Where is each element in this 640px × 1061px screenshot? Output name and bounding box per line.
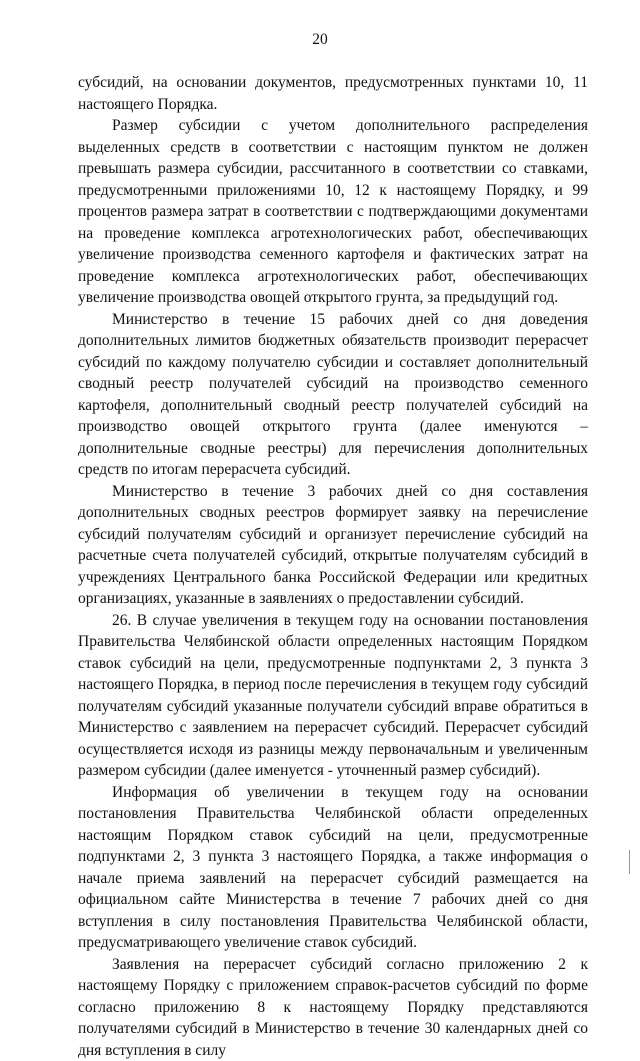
paragraph-subsidy-size: Размер субсидии с учетом дополнительного распределения выделенных средств в соответствии с настоящим пунктом не должен превышать размера субсидии, рассчитанного в соответствии со ставками, предусмотренными приложениями 10, 12 к настоящему Порядку, и 99 процентов размера затрат в соответствии с подтверждающими документами на проведение комплекса агротехнологических работ, обеспечивающих увеличение производства семенного картофеля и фактических затрат на проведение комплекса агротехнологических работ, обеспечивающих увеличение производства овощей открытого грунта, за предыдущий год.: [78, 115, 588, 309]
paragraph-continuation: субсидий, на основании документов, предусмотренных пунктами 10, 11 настоящего Порядка.: [78, 72, 588, 115]
paragraph-information: Информация об увеличении в текущем году на основании постановления Правительства Челябинской области определенных настоящим Порядком ставок субсидий на цели, предусмотренные подпунктами 2, 3 пункта 3 настоящего Порядка, а также информация о начале приема заявлений на перерасчет субсидий размещается на официальном сайте Министерства в течение 7 рабочих дней со дня вступления в силу постановления Правительства Челябинской области, предусматривающего увеличение ставок субсидий.: [78, 782, 588, 954]
paragraph-ministry-transfer: Министерство в течение 3 рабочих дней со дня составления дополнительных сводных реестров формирует заявку на перечисление субсидий получателям субсидий и организует перечисление субсидий на расчетные счета получателей субсидий, открытые получателям субсидий в учреждениях Центрального банка Российской Федерации или кредитных организациях, указанные в заявлениях о предоставлении субсидий.: [78, 481, 588, 610]
paragraph-clause-26: 26. В случае увеличения в текущем году на основании постановления Правительства Челябинской области определенных настоящим Порядком ставок субсидий на цели, предусмотренные подпунктами 2, 3 пункта 3 настоящего Порядка, в период после перечисления в текущем году субсидий получателям субсидий указанные получатели субсидий вправе обратиться в Министерство с заявлением на перерасчет субсидий. Перерасчет субсидий осуществляется исходя из разницы между первоначальным и увеличенным размером субсидии (далее именуется - уточненный размер субсидий).: [78, 610, 588, 782]
paragraph-applications: Заявления на перерасчет субсидий согласно приложению 2 к настоящему Порядку с приложением справок-расчетов субсидий по форме согласно приложению 8 к настоящему Порядку представляются получателями субсидий в Министерство в течение 30 календарных дней со дня вступления в силу: [78, 954, 588, 1061]
paragraph-ministry-recalculation: Министерство в течение 15 рабочих дней со дня доведения дополнительных лимитов бюджетных обязательств производит перерасчет субсидий по каждому получателю субсидии и составляет дополнительный сводный реестр получателей субсидий на производство семенного картофеля, дополнительный сводный реестр получателей субсидий на производство овощей открытого грунта (далее именуются – дополнительные сводные реестры) для перечисления дополнительных средств по итогам перерасчета субсидий.: [78, 309, 588, 481]
document-body: [78, 72, 588, 1061]
scan-margin-mark: [629, 850, 630, 874]
page-number: 20: [0, 30, 640, 50]
